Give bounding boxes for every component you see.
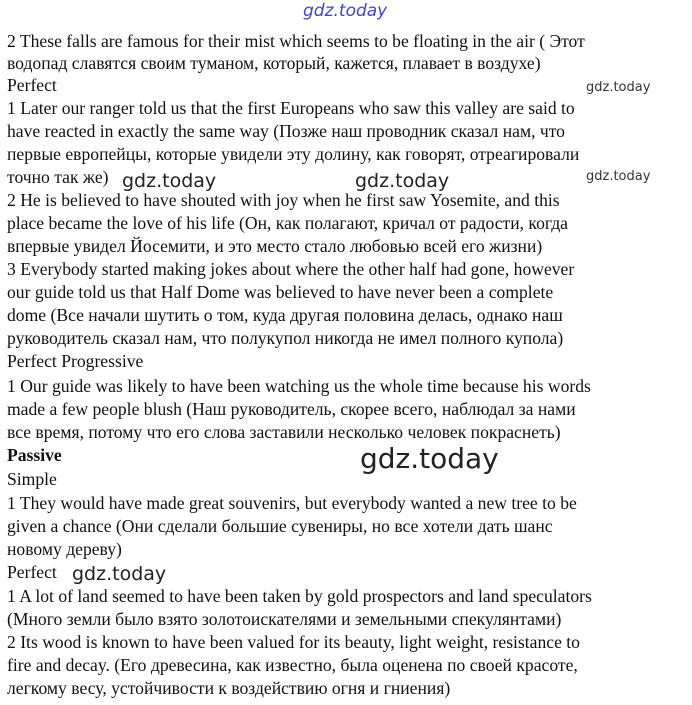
text-line: точно так же) [7, 167, 109, 187]
text-line: fire and decay. (Его древесина, как известно, была оценена по своей красоте, [7, 655, 578, 675]
text-line: впервые увидел Йосемити, и это место стало любовью всей его жизни) [7, 236, 543, 256]
section-heading: Simple [7, 469, 57, 489]
text-line: 1 Later our ranger told us that the first Europeans who saw this valley are said to [7, 98, 575, 118]
watermark: gdz.today [586, 169, 651, 184]
text-line: made a few people blush (Наш руководитель, скорее всего, наблюдал за нами [7, 399, 576, 419]
watermark: gdz.today [122, 170, 217, 192]
text-line: первые европейцы, которые увидели эту долину, как говорят, отреагировали [7, 144, 580, 164]
text-line: 3 Everybody started making jokes about where the other half had gone, however [7, 259, 575, 279]
text-line: 1 A lot of land seemed to have been taken by gold prospectors and land speculators [7, 586, 592, 606]
text-line: новому дереву) [7, 539, 122, 559]
watermark: gdz.today [355, 170, 450, 192]
text-line: have reacted in exactly the same way (Позже наш проводник сказал нам, что [7, 121, 565, 141]
text-line: 2 He is believed to have shouted with joy when he first saw Yosemite, and this [7, 190, 560, 210]
text-line: 2 These falls are famous for their mist which seems to be floating in the air ( Этот [7, 31, 585, 51]
watermark: gdz.today [586, 80, 651, 95]
text-line: водопад славятся своим туманом, который, кажется, плавает в воздухе) [7, 53, 541, 73]
text-line: 1 They would have made great souvenirs, but everybody wanted a new tree to be [7, 493, 577, 513]
text-line: (Много земли было взято золотоискателями и земельными спекулянтами) [7, 609, 562, 629]
text-line: легкому весу, устойчивости к воздействию огня и гниения) [7, 678, 451, 698]
section-heading: Perfect [7, 562, 57, 582]
section-heading-passive: Passive [7, 445, 62, 465]
section-heading: Perfect [7, 75, 57, 95]
text-line: 2 Its wood is known to have been valued for its beauty, light weight, resistance to [7, 632, 580, 652]
text-line: our guide told us that Half Dome was believed to have never been a complete [7, 282, 554, 302]
text-line: place became the love of his life (Он, как полагают, кричал от радости, когда [7, 213, 568, 233]
text-line: 1 Our guide was likely to have been watching us the whole time because his words [7, 376, 591, 396]
text-line: руководитель сказал нам, что полукупол никогда не имел полного купола) [7, 328, 564, 348]
text-line: все время, потому что его слова заставили несколько человек покраснеть) [7, 422, 561, 442]
watermark: gdz.today [72, 563, 167, 585]
section-heading: Perfect Progressive [7, 351, 144, 371]
watermark: gdz.today [360, 442, 499, 475]
text-line: dome (Все начали шутить о том, куда другая половина делась, однако наш [7, 305, 563, 325]
watermark-top: gdz.today [303, 1, 388, 21]
text-line: given a chance (Они сделали большие сувениры, но все хотели дать шанс [7, 516, 553, 536]
